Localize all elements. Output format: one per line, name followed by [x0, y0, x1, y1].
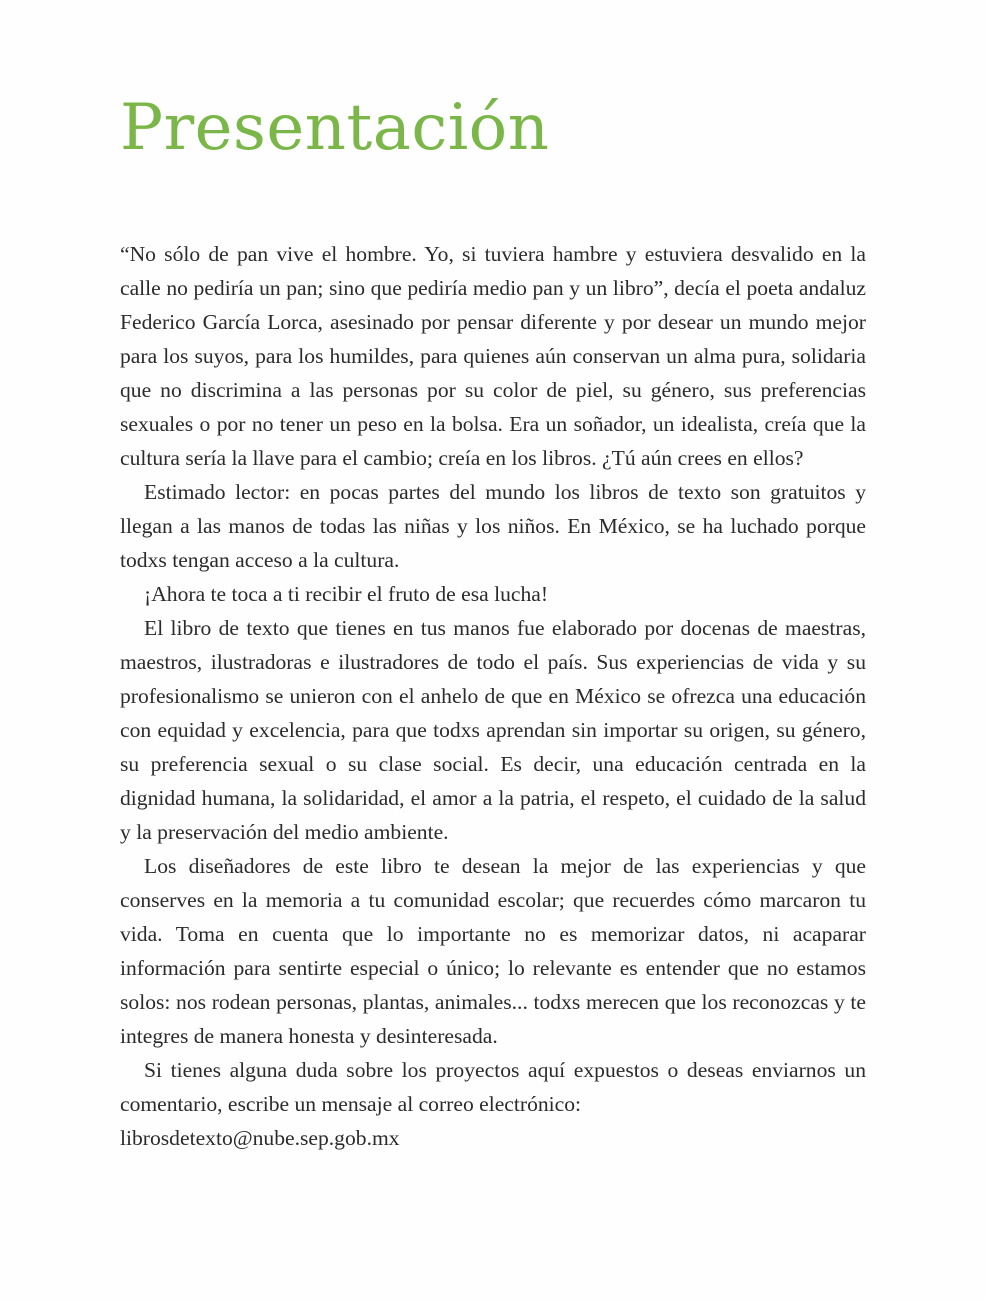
email-line: [120, 1121, 866, 1155]
paragraph-ahora-te-toca: ¡Ahora te toca a ti recibir el fruto de esa lucha!: [144, 582, 549, 606]
paragraph-estimado-lector: Estimado lector: en pocas partes del mundo los libros de texto son gratuitos y llegan a las manos de todas las niñas y los niños. En México, se ha luchado porque todxs tengan acceso a la cultura.: [120, 480, 866, 572]
paragraph-disenadores: Los diseñadores de este libro te desean la mejor de las experiencias y que conserves en la memoria a tu comunidad escolar; que recuerdes cómo marcaron tu vida. Toma en cuenta que lo importante no es memorizar datos, ni acaparar información para sentirte especial o único; lo relevante es entender que no estamos solos: nos rodean personas, plantas, animales... todxs merecen que los reconozcas y te integres de manera honesta y desinteresada.: [120, 854, 866, 1048]
paragraph-libro-de-texto: El libro de texto que tienes en tus manos fue elaborado por docenas de maestras, maestros, ilustradoras e ilustradores de todo el país. Sus experiencias de vida y su profesionalismo se unieron con el anhelo de que en México se ofrezca una educación con equidad y excelencia, para que todxs aprendan sin importar su origen, su género, su preferencia sexual o su clase social. Es decir, una educación centrada en la dignidad humana, la solidaridad, el amor a la patria, el respeto, el cuidado de la salud y la preservación del medio ambiente.: [120, 616, 866, 844]
page-title: Presentación: [120, 91, 550, 165]
paragraph-contacto: Si tienes alguna duda sobre los proyectos aquí expuestos o deseas enviarnos un comentario, escribe un mensaje al correo electrónico:: [120, 1058, 866, 1116]
body-text: [120, 237, 866, 1155]
email-link[interactable]: librosdetexto@nube.sep.gob.mx: [120, 1126, 400, 1150]
paragraph-lorca-quote: “No sólo de pan vive el hombre. Yo, si tuviera hambre y estuviera desvalido en la calle no pediría un pan; sino que pediría medio pan y un libro”, decía el poeta andaluz Federico García Lorca, asesinado por pensar diferente y por desear un mundo mejor para los suyos, para los humildes, para quienes aún conservan un alma pura, solidaria que no discrimina a las personas por su color de piel, su género, sus preferencias sexuales o por no tener un peso en la bolsa. Era un soñador, un idealista, creía que la cultura sería la llave para el cambio; creía en los libros. ¿Tú aún crees en ellos?: [120, 242, 866, 470]
